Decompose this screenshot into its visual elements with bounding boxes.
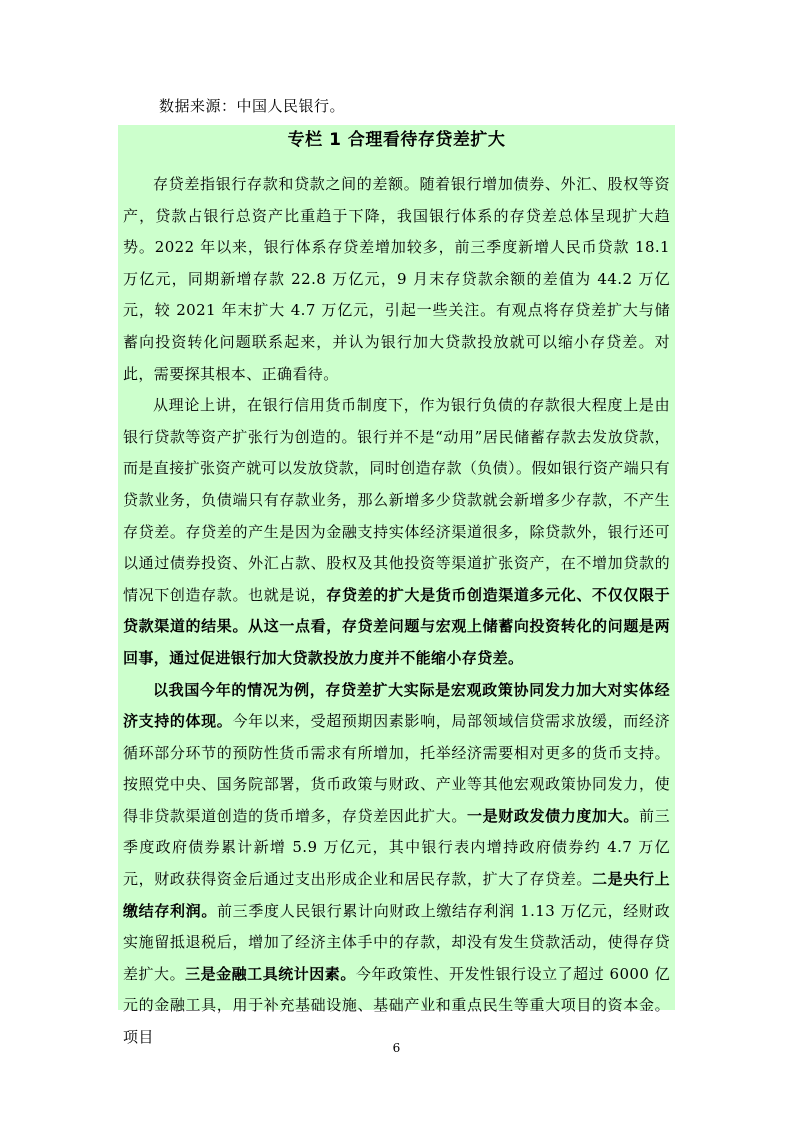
- point-one-text: 前三季度政府债券累计新增 5.9 万亿元，其中银行表内增持政府债券约 4.7 万亿元，财政获得资金后通过支出形成企业和居民存款，扩大了存贷差。: [123, 806, 670, 889]
- paragraph-2-emphasis: 存贷差的扩大是货币创造渠道多元化、不仅仅限于贷款渠道的结果。从这一点看，存贷差问题与宏观上储蓄向投资转化的问题是两回事，通过促进银行加大贷款投放力度并不能缩小存贷差。: [123, 585, 670, 667]
- paragraph-1: [123, 169, 670, 390]
- point-two-heading: 二是央行上缴结存利润。: [123, 870, 670, 920]
- paragraph-3: [123, 675, 670, 1054]
- paragraph-2: [123, 390, 670, 674]
- point-one-heading: 一是财政发债力度加大。: [466, 806, 639, 825]
- paragraph-3-text: 今年以来，受超预期因素影响，局部领域信贷需求放缓，而经济循环部分环节的预防性货币需求有所增加，托举经济需要相对更多的货币支持。按照党中央、国务院部署，货币政策与财政、产业等其他宏观政策协同发力，使得非贷款渠道创造的货币增多，存贷差因此扩大。: [123, 712, 670, 825]
- data-source-note: 数据来源：中国人民银行。: [159, 97, 346, 115]
- column-title: 专栏 1 合理看待存贷差扩大: [287, 130, 506, 150]
- point-three-text: 今年政策性、开发性银行设立了超过 6000 亿元的金融工具，用于补充基础设施、基础产业和重点民生等重大项目的资本金。项目: [123, 964, 670, 1047]
- point-three-heading: 三是金融工具统计因素。: [185, 964, 356, 983]
- page-number: 6: [392, 1041, 401, 1055]
- point-two-text: 前三季度人民银行累计向财政上缴结存利润 1.13 万亿元，经财政实施留抵退税后，增加了经济主体手中的存款，却没有发生贷款活动，使得存贷差扩大。: [123, 901, 670, 983]
- paragraph-3-lead: 以我国今年的情况为例，存贷差扩大实际是宏观政策协同发力加大对实体经济支持的体现。: [123, 680, 670, 731]
- paragraph-1-text: 存贷差指银行存款和贷款之间的差额。随着银行增加债券、外汇、股权等资产，贷款占银行总资产比重趋于下降，我国银行体系的存贷差总体呈现扩大趋势。2022 年以来，银行体系存贷差增加较多，前三季度新增人民币贷款 18.1 万亿元，同期新增存款 22.8 万亿元，9 月末存贷款余额的差值为 44.2 万亿元，较 2021 年末扩大 4.7 万亿元，引起一些关注。有观点将存贷差扩大与储蓄向投资转化问题联系起来，并认为银行加大贷款投放就可以缩小存贷差。对此，需要探其根本、正确看待。: [123, 175, 670, 383]
- column-box: [118, 125, 675, 1047]
- paragraph-2-text: 从理论上讲，在银行信用货币制度下，作为银行负债的存款很大程度上是由银行贷款等资产扩张行为创造的。银行并不是“动用”居民储蓄存款去发放贷款，而是直接扩张资产就可以发放贷款，同时创造存款（负债）。假如银行资产端只有贷款业务，负债端只有存款业务，那么新增多少贷款就会新增多少存款，不产生存贷差。存贷差的产生是因为金融支持实体经济渠道很多，除贷款外，银行还可以通过债券投资、外汇占款、股权及其他投资等渠道扩张资产，在不增加贷款的情况下创造存款。也就是说，: [123, 396, 670, 604]
